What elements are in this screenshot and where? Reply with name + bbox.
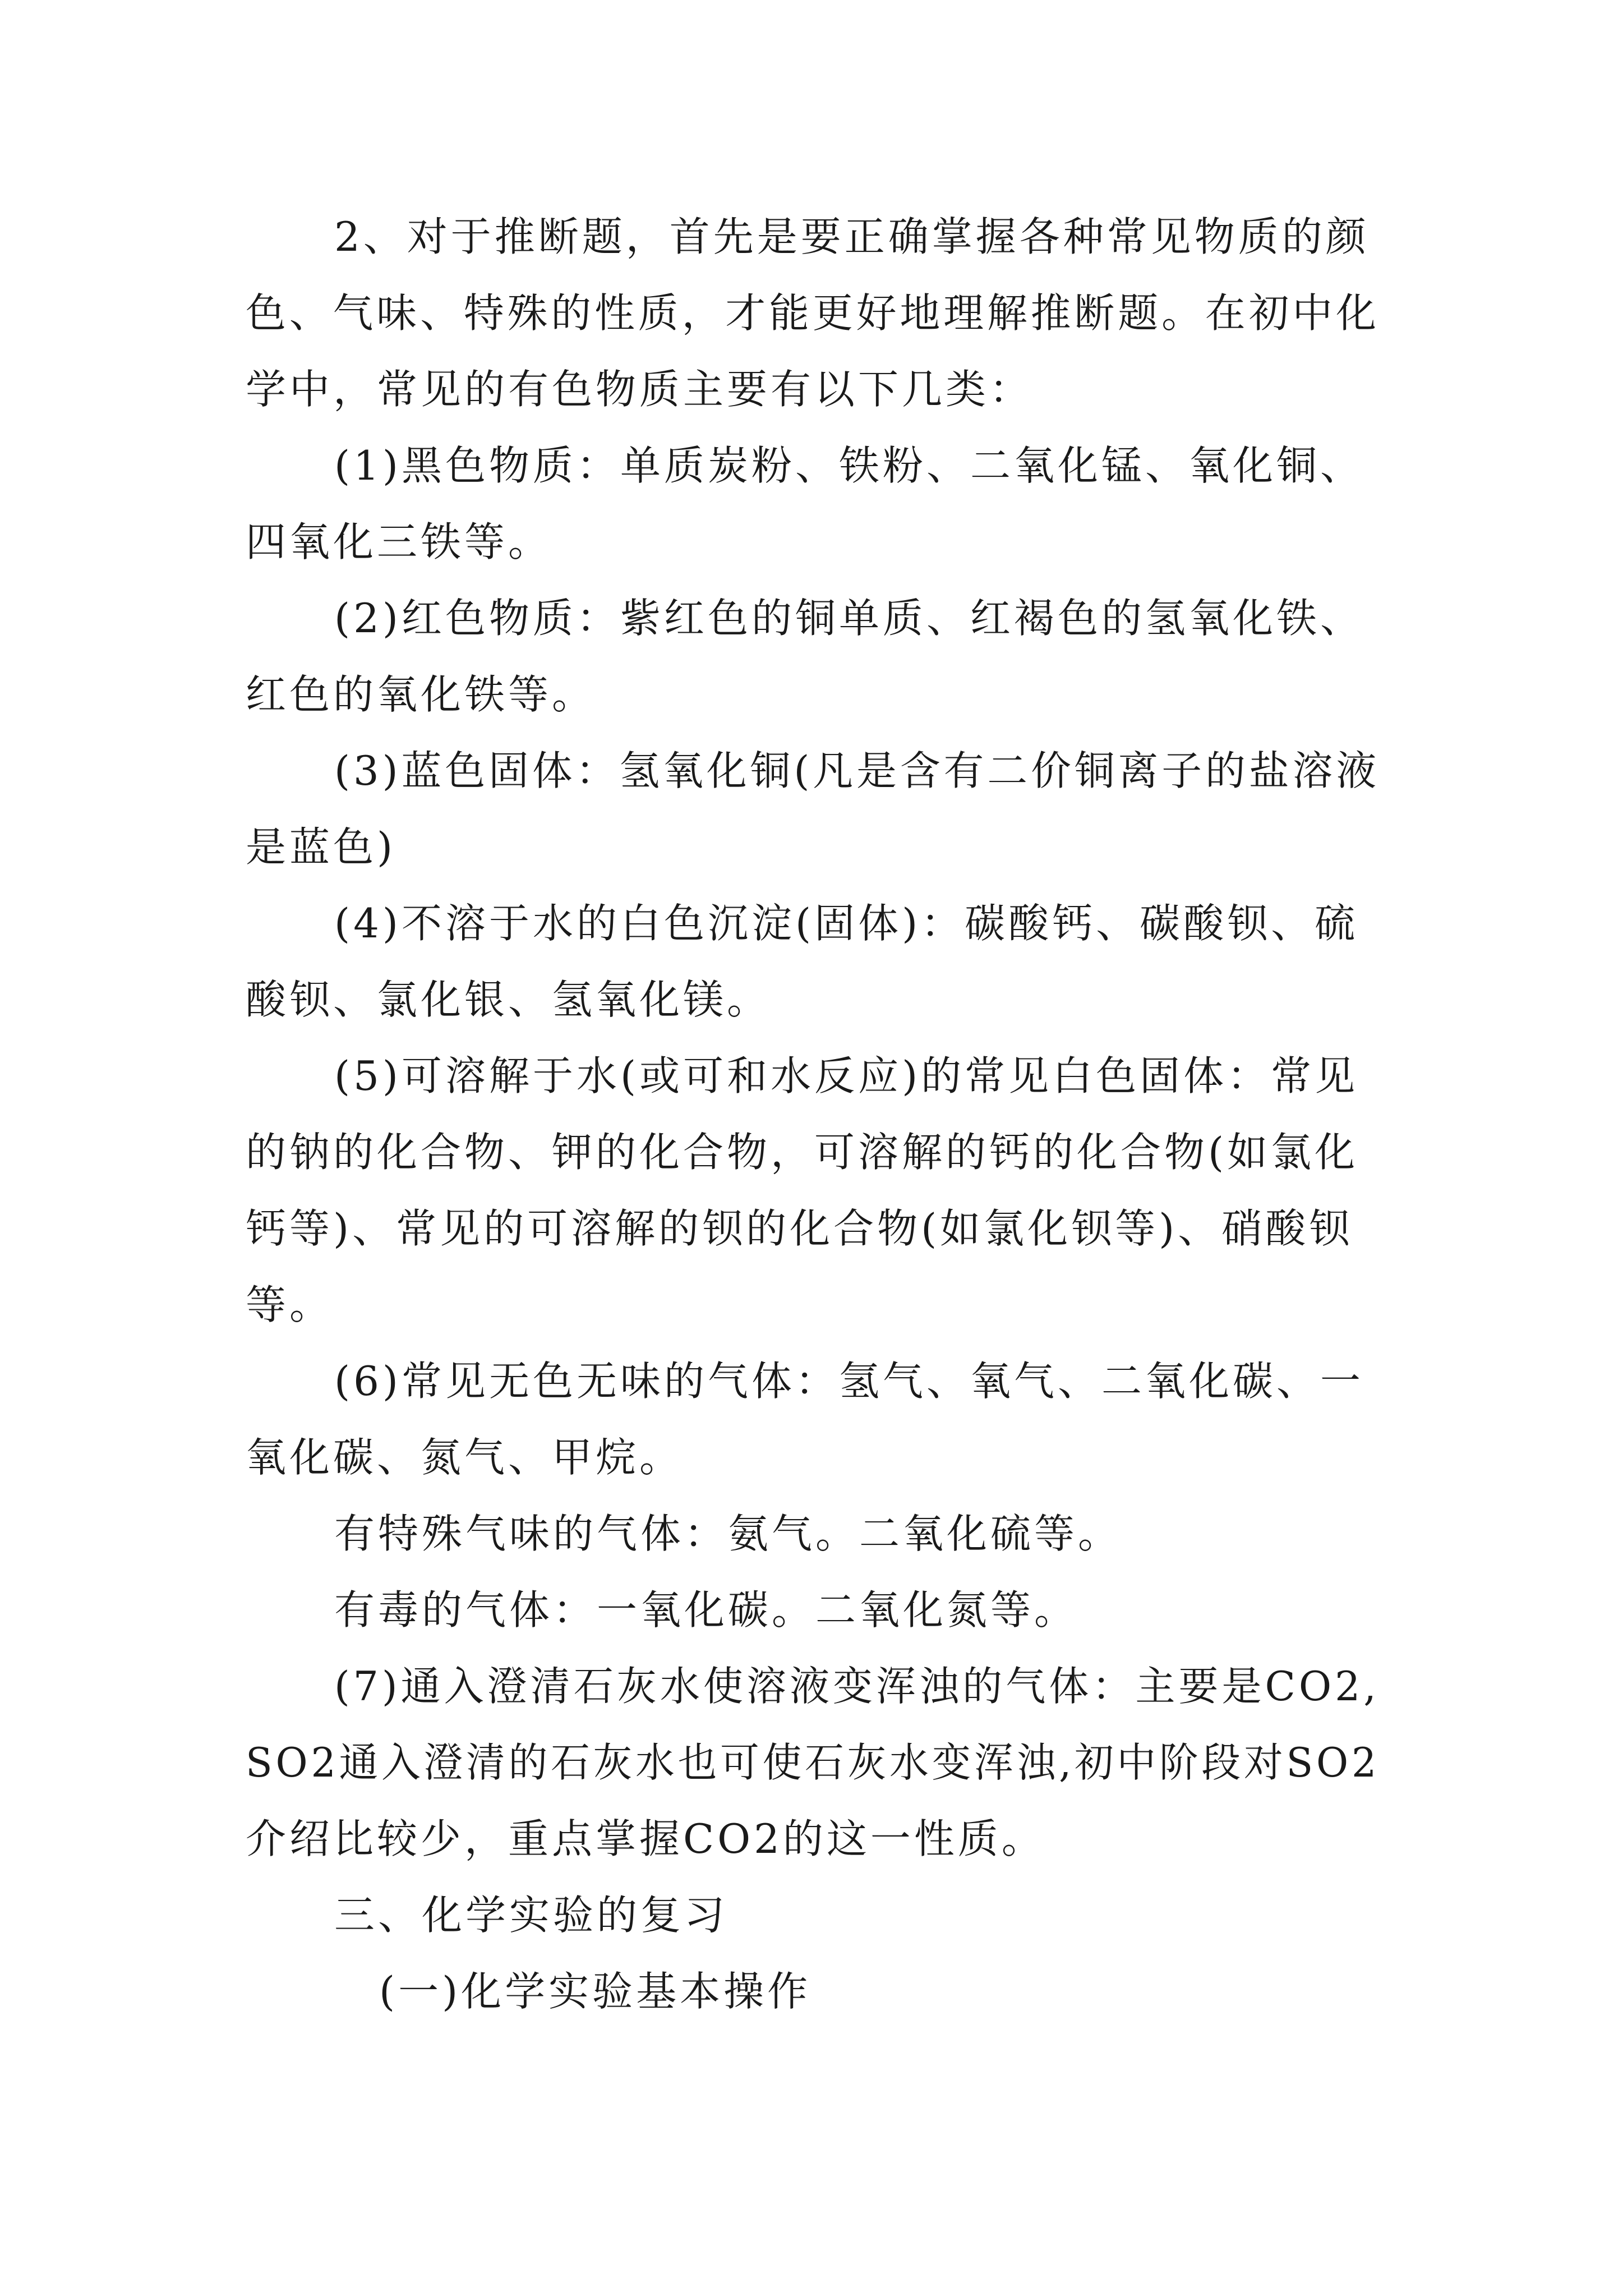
text-line: SO2通入澄清的石灰水也可使石灰水变浑浊,初中阶段对SO2 [246, 1739, 1380, 1786]
text-line: (5)可溶解于水(或可和水反应)的常见白色固体：常见 [334, 1052, 1359, 1099]
subsection-heading: (一)化学实验基本操作 [379, 1968, 811, 2015]
text-line: (1)黑色物质：单质炭粉、铁粉、二氧化锰、氧化铜、 [334, 442, 1364, 489]
text-line: (7)通入澄清石灰水使溶液变浑浊的气体：主要是CO2, [334, 1663, 1380, 1710]
text-line: 色、气味、特殊的性质，才能更好地理解推断题。在初中化 [246, 289, 1380, 337]
text-line: 钙等)、常见的可溶解的钡的化合物(如氯化钡等)、硝酸钡 [246, 1205, 1353, 1252]
text-line: 学中，常见的有色物质主要有以下几类： [246, 366, 1034, 413]
text-line: 氧化碳、氮气、甲烷。 [246, 1434, 684, 1481]
text-line: 的钠的化合物、钾的化合物，可溶解的钙的化合物(如氯化 [246, 1129, 1359, 1176]
text-line: 是蓝色) [246, 823, 396, 871]
text-line: (2)红色物质：紫红色的铜单质、红褐色的氢氧化铁、 [334, 595, 1364, 642]
text-line: 红色的氧化铁等。 [246, 671, 596, 718]
text-line: 介绍比较少，重点掌握CO2的这一性质。 [246, 1815, 1045, 1862]
text-line: 2、对于推断题，首先是要正确掌握各种常见物质的颜 [334, 213, 1370, 260]
text-line: 有特殊气味的气体：氨气。二氧化硫等。 [334, 1510, 1122, 1557]
text-line: 有毒的气体：一氧化碳。二氧化氮等。 [334, 1586, 1078, 1634]
text-line: (4)不溶于水的白色沉淀(固体)：碳酸钙、碳酸钡、硫 [334, 900, 1359, 947]
text-line: 等。 [246, 1281, 334, 1328]
text-line: (6)常见无色无味的气体：氢气、氧气、二氧化碳、一 [334, 1358, 1364, 1405]
text-line: 酸钡、氯化银、氢氧化镁。 [246, 976, 771, 1023]
text-line: (3)蓝色固体：氢氧化铜(凡是含有二价铜离子的盐溶液 [334, 747, 1380, 794]
text-line: 四氧化三铁等。 [246, 518, 552, 565]
section-heading: 三、化学实验的复习 [334, 1892, 728, 1939]
